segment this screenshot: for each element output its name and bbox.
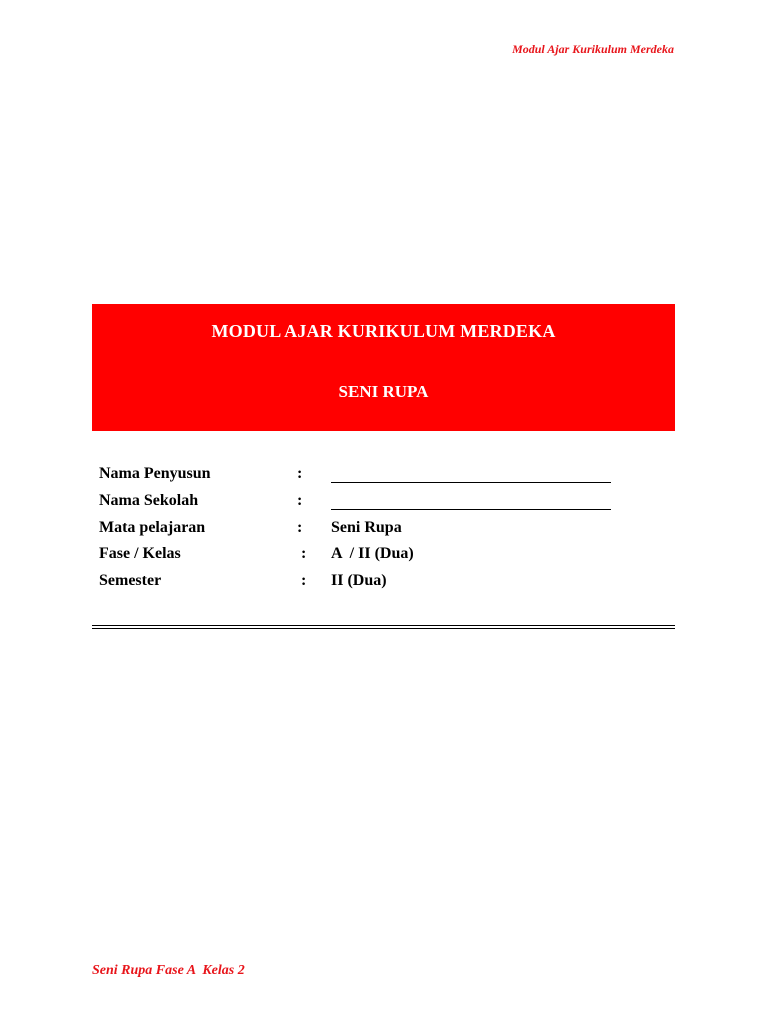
value-fase-kelas: A / II (Dua) <box>331 545 414 563</box>
value-semester: II (Dua) <box>331 572 387 590</box>
info-row-fase-kelas <box>99 545 639 572</box>
colon: : <box>301 545 307 563</box>
title-banner <box>92 304 675 431</box>
info-row-penyusun <box>99 465 639 492</box>
running-footer: Seni Rupa Fase A Kelas 2 <box>92 963 245 978</box>
subject-title: SENI RUPA <box>338 382 429 401</box>
colon: : <box>297 518 303 536</box>
fill-in-line-sekolah <box>331 509 611 510</box>
info-row-mata-pelajaran <box>99 519 639 546</box>
info-row-sekolah <box>99 492 639 519</box>
label-nama-penyusun: Nama Penyusun <box>99 465 211 482</box>
label-semester: Semester <box>99 572 162 590</box>
running-header: Modul Ajar Kurikulum Merdeka <box>512 42 674 56</box>
info-row-semester <box>99 572 639 599</box>
label-nama-sekolah: Nama Sekolah <box>99 491 199 509</box>
colon: : <box>301 572 307 590</box>
identity-table <box>99 465 639 599</box>
colon: : <box>297 491 303 509</box>
label-mata-pelajaran: Mata pelajaran <box>99 518 206 536</box>
document-title: MODUL AJAR KURIKULUM MERDEKA <box>211 321 556 341</box>
fill-in-line-penyusun <box>331 482 611 483</box>
label-fase-kelas: Fase / Kelas <box>99 545 181 563</box>
value-mata-pelajaran: Seni Rupa <box>331 518 402 536</box>
colon: : <box>297 465 303 482</box>
double-divider <box>92 625 675 629</box>
